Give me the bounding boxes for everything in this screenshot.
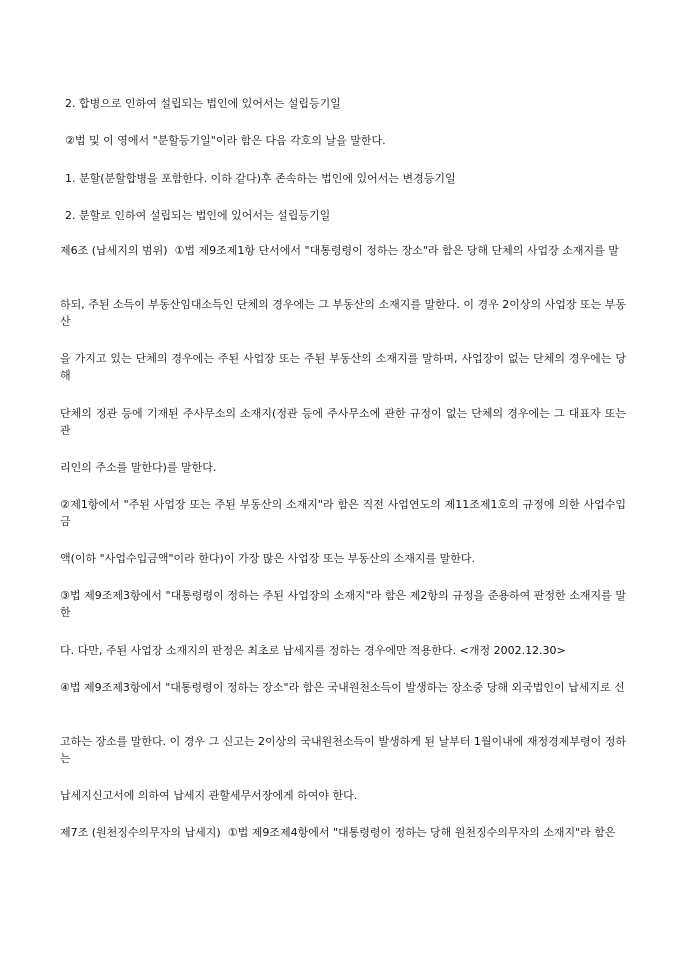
paragraph-merger-registration-date: 2. 합병으로 인하여 설립되는 법인에 있어서는 설립등기일 — [65, 97, 341, 110]
paragraph-article6-continued-1: 하되, 주된 소득이 부동산임대소득인 단체의 경우에는 그 부동산의 소재지를 말한다. 이 경우 2이상의 사업장 또는 부동산 — [60, 298, 626, 328]
paragraph-split-surviving-corp: 1. 분할(분할합병을 포함한다. 이하 같다)후 존속하는 법인에 있어서는 변경등기일 — [65, 172, 456, 185]
paragraph-split-new-corp: 2. 분할로 인하여 설립되는 법인에 있어서는 설립등기일 — [65, 209, 331, 222]
paragraph-article6-item3: ③법 제9조제3항에서 "대통령령이 정하는 주된 사업장의 소재지"라 함은 제2항의 규정을 준용하여 판정한 소재지를 말한 — [60, 589, 626, 619]
paragraph-article6-continued-3: 단체의 정관 등에 기재된 주사무소의 소재지(정관 등에 주사무소에 관한 규정이 없는 단체의 경우에는 그 대표자 또는 관 — [60, 407, 630, 437]
paragraph-split-registration-definition: ②법 및 이 영에서 "분할등기일"이라 함은 다음 각호의 날을 말한다. — [65, 134, 386, 147]
paragraph-article6-continued-2: 을 가지고 있는 단체의 경우에는 주된 사업장 또는 주된 부동산의 소재지를 말하며, 사업장이 없는 단체의 경우에는 당해 — [60, 352, 626, 382]
paragraph-article6-item3-continued: 다. 다만, 주된 사업장 소재지의 판정은 최초로 납세지를 정하는 경우에만 적용한다. <개정 2002.12.30> — [60, 644, 566, 657]
paragraph-article6-item4: ④법 제9조제3항에서 "대통령령이 정하는 장소"라 함은 국내원천소득이 발생하는 장소중 당해 외국법인이 납세지로 신 — [60, 681, 625, 694]
paragraph-article6-item4-continued-2: 납세지신고서에 의하여 납세지 관할세무서장에게 하여야 한다. — [60, 789, 358, 802]
paragraph-article7-withholding-location: 제7조 (원천징수의무자의 납세지) ①법 제9조제4항에서 "대통령령이 정하는 당해 원천징수의무자의 소재지"라 함은 — [60, 826, 616, 839]
paragraph-article6-continued-4: 리인의 주소를 말한다)를 말한다. — [60, 461, 217, 474]
paragraph-article6-item2-continued: 액(이하 "사업수입금액"이라 한다)이 가장 많은 사업장 또는 부동산의 소재지를 말한다. — [60, 552, 475, 565]
paragraph-article6-item2: ②제1항에서 "주된 사업장 또는 주된 부동산의 소재지"라 함은 직전 사업연도의 제11조제1호의 규정에 의한 사업수입금 — [60, 498, 626, 528]
paragraph-article6-tax-location-scope: 제6조 (납세지의 범위) ①법 제9조제1항 단서에서 "대통령령이 정하는 장소"라 함은 당해 단체의 사업장 소재지를 말 — [60, 244, 619, 257]
paragraph-article6-item4-continued-1: 고하는 장소를 말한다. 이 경우 그 신고는 2이상의 국내원천소득이 발생하게 된 날부터 1월이내에 재정경제부령이 정하는 — [60, 735, 626, 765]
